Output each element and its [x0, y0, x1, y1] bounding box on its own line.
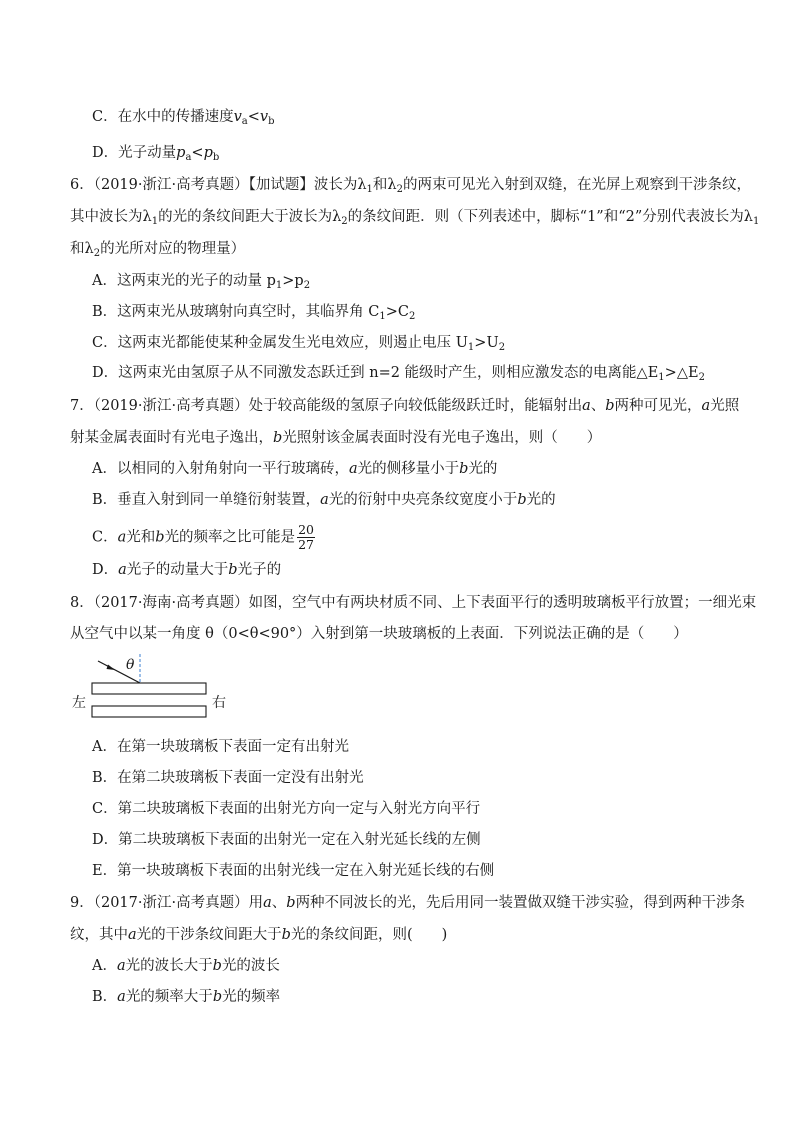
question-7-option-c: C．a光和b光的频率之比可能是 $\frac{20}{27}$ [92, 522, 314, 552]
glass-plates-diagram [70, 650, 250, 725]
left-label: 左 [72, 695, 86, 711]
question-9-line-2: 纹，其中a光的干涉条纹间距大于b光的条纹间距，则( ) [70, 927, 448, 943]
question-8-option-c: C．第二块玻璃板下表面的出射光方向一定与入射光方向平行 [92, 801, 481, 817]
question-6-line-2: 其中波长为$\lambda_1$的光的条纹间距大于波长为$\lambda_2$的条纹间距．则（下列表述中，脚标“1”和“2”分别代表波长为$\lambda_1$ [70, 209, 760, 227]
right-label: 右 [212, 695, 226, 711]
question-8-option-d: D．第二块玻璃板下表面的出射光一定在入射光延长线的左侧 [92, 832, 481, 848]
option-c-speed: C．在水中的传播速度$v_a<v_b$ [92, 109, 275, 127]
question-6-line-3: 和$\lambda_2$的光所对应的物理量） [70, 241, 246, 259]
question-8-line-2: 从空气中以某一角度 θ（0<θ<90°）入射到第一块玻璃板的上表面．下列说法正确的是（ ） [70, 626, 688, 642]
question-7-line-1: 7．（2019·浙江·高考真题）处于较高能级的氢原子向较低能级跃迁时，能辐射出a、b两种可见光，a光照 [70, 398, 740, 414]
question-7-option-b: B．垂直入射到同一单缝衍射装置，a光的衍射中央亮条纹宽度小于b光的 [92, 492, 556, 508]
question-8-line-1: 8．（2017·海南·高考真题）如图，空气中有两块材质不同、上下表面平行的透明玻璃板平行放置；一细光束 [70, 595, 757, 611]
question-8-option-e: E．第一块玻璃板下表面的出射光线一定在入射光延长线的右侧 [92, 863, 495, 879]
glass-plate-2 [92, 706, 206, 717]
question-8-option-b: B．在第二块玻璃板下表面一定没有出射光 [92, 770, 364, 786]
question-6-option-c: C．这两束光都能使某种金属发生光电效应，则遏止电压 $U_1>U_2$ [92, 335, 506, 353]
question-6-option-b: B．这两束光从玻璃射向真空时，其临界角 $C_1>C_2$ [92, 304, 416, 322]
question-9-option-a: A．a光的波长大于b光的波长 [92, 958, 280, 974]
glass-plate-1 [92, 683, 206, 694]
question-7-line-2: 射某金属表面时有光电子逸出，b光照射该金属表面时没有光电子逸出，则（ ） [70, 430, 602, 446]
option-d-momentum: D．光子动量$p_a<p_b$ [92, 145, 220, 163]
question-6-line-1: 6．（2019·浙江·高考真题）【加试题】波长为$\lambda_1$和$\lambda_2$的两束可见光入射到双缝，在光屏上观察到干涉条纹， [70, 177, 751, 195]
question-9-option-b: B．a光的频率大于b光的频率 [92, 989, 281, 1005]
glass-plates-figure [70, 650, 250, 725]
theta-label: θ [126, 657, 135, 673]
ray-arrow-icon [107, 665, 116, 671]
question-8-option-a: A．在第一块玻璃板下表面一定有出射光 [92, 739, 349, 755]
question-7-option-d: D．a光子的动量大于b光子的 [92, 562, 282, 578]
question-9-line-1: 9．（2017·浙江·高考真题）用a、b两种不同波长的光，先后用同一装置做双缝干涉实验，得到两种干涉条 [70, 895, 746, 911]
question-7-option-a: A．以相同的入射角射向一平行玻璃砖，a光的侧移量小于b光的 [92, 461, 498, 477]
question-6-option-d: D．这两束光由氢原子从不同激发态跃迁到 n=2 能级时产生，则相应激发态的电离能$\triangle E_1>\triangle E_2$ [92, 365, 705, 383]
question-6-option-a: A．这两束光的光子的动量 $p_1>p_2$ [92, 273, 311, 291]
fraction-20-27: $\frac{20}{27}$ [298, 522, 314, 552]
